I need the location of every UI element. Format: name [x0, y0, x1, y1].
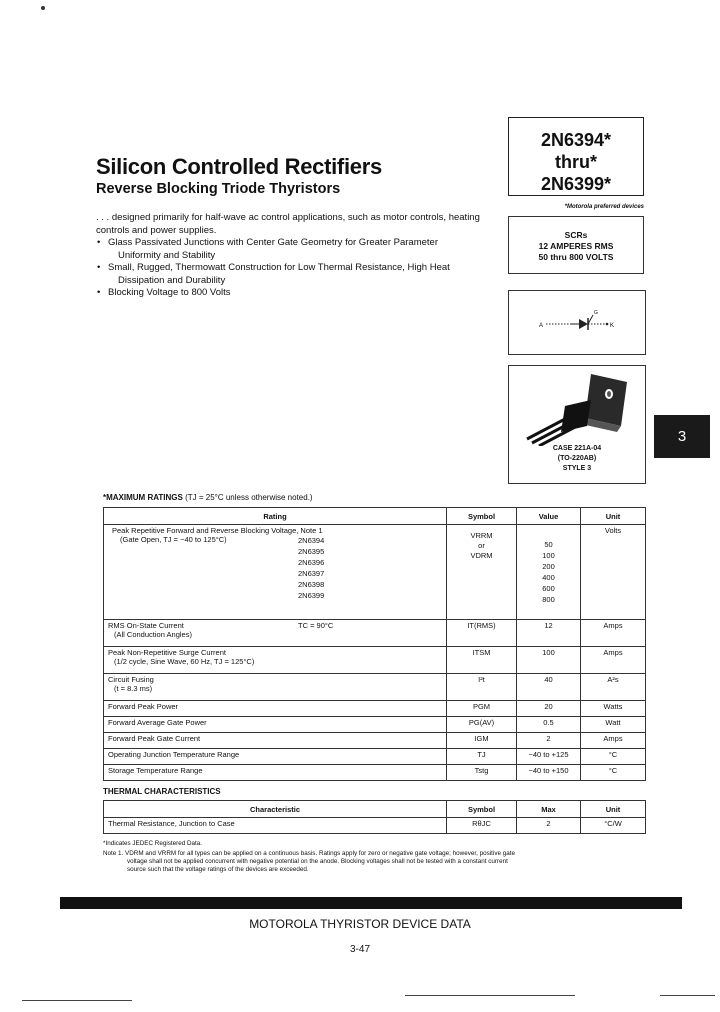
feature-bullet: • Blocking Voltage to 800 Volts: [96, 287, 496, 300]
scan-line: [405, 995, 575, 996]
page-title: Silicon Controlled Rectifiers: [96, 154, 382, 179]
table-row: Peak Non-Repetitive Surge Current (1/2 cycle, Sine Wave, 60 Hz, TJ = 125°C) ITSM 100 Amps: [104, 647, 646, 674]
table-row: Thermal Resistance, Junction to Case RθJC 2 °C/W: [104, 818, 646, 834]
spec-summary-box: SCRs 12 AMPERES RMS 50 thru 800 VOLTS: [508, 216, 644, 274]
scan-line: [22, 1000, 132, 1001]
max-ratings-heading: *MAXIMUM RATINGS (TJ = 25°C unless otherwise noted.): [103, 493, 313, 502]
table-row: RMS On-State Current TC = 90°C (All Conduction Angles) IT(RMS) 12 Amps: [104, 620, 646, 647]
package-label: CASE 221A-04 (TO-220AB) STYLE 3: [552, 445, 602, 472]
scr-symbol-icon: [509, 291, 645, 354]
table-row: Forward Peak Gate Current IGM 2 Amps: [104, 733, 646, 749]
scan-dot: [41, 6, 45, 10]
footnotes: *Indicates JEDEC Registered Data. Note 1. VDRM and VRRM for all types can be applied on a continuous basis. Ratings apply for zero or negative gate voltage; however, positive gate voltage shall not be applied concurrent with negative potential on the anode. Blocking voltages shall not be tested with a constant current source such that the voltage ratings of the devices are exceeded.: [103, 840, 515, 873]
table-row: Peak Repetitive Forward and Reverse Blocking Voltage, Note 1 (Gate Open, TJ = −40 to 125°C) 2N6394 2N6395 2N6396 2N6397 2N6398 2N6399 VRRM or VDRM 50 100 200 400 600 800 Volts: [104, 525, 646, 620]
table-row: Operating Junction Temperature Range TJ −40 to +125 °C: [104, 749, 646, 765]
anode-label: A: [539, 323, 544, 329]
max-ratings-table: [103, 507, 646, 781]
thermal-heading: THERMAL CHARACTERISTICS: [103, 787, 221, 796]
gate-label: G: [594, 310, 598, 316]
section-tab: 3: [654, 415, 710, 458]
footer-bar: [60, 897, 682, 909]
intro-text: [96, 212, 496, 300]
table-row: Circuit Fusing (t = 8.3 ms) I²t 40 A²s: [104, 674, 646, 701]
part-number-box: 2N6394* thru* 2N6399*: [508, 117, 644, 196]
to220-package-icon: [509, 366, 645, 446]
preferred-device-note: *Motorola preferred devices: [564, 204, 644, 210]
table-header-row: Rating Symbol Value Unit: [104, 508, 646, 525]
cathode-label: K: [610, 323, 615, 329]
page-number: 3-47: [349, 944, 370, 955]
table-row: Forward Average Gate Power PG(AV) 0.5 Watt: [104, 717, 646, 733]
thermal-table: [103, 800, 646, 834]
feature-bullet: • Glass Passivated Junctions with Center Gate Geometry for Greater Parameter Uniformity and Stability: [96, 237, 496, 262]
scan-line: [660, 995, 715, 996]
table-header-row: Characteristic Symbol Max Unit: [104, 801, 646, 818]
feature-bullet: • Small, Rugged, Thermowatt Construction for Low Thermal Resistance, High Heat Dissipation and Durability: [96, 262, 496, 287]
package-box: [508, 365, 646, 484]
page-subtitle: Reverse Blocking Triode Thyristors: [96, 181, 341, 197]
intro-lead: . . . designed primarily for half-wave ac control applications, such as motor controls, heating controls and power supplies.: [96, 212, 480, 236]
part-number-list: 2N6394 2N6395 2N6396 2N6397 2N6398 2N6399: [298, 536, 325, 600]
table-row: Storage Temperature Range Tstg −40 to +150 °C: [104, 765, 646, 781]
footer-title: MOTOROLA THYRISTOR DEVICE DATA: [249, 917, 471, 931]
table-row: Forward Peak Power PGM 20 Watts: [104, 701, 646, 717]
scr-symbol-box: [508, 290, 646, 355]
